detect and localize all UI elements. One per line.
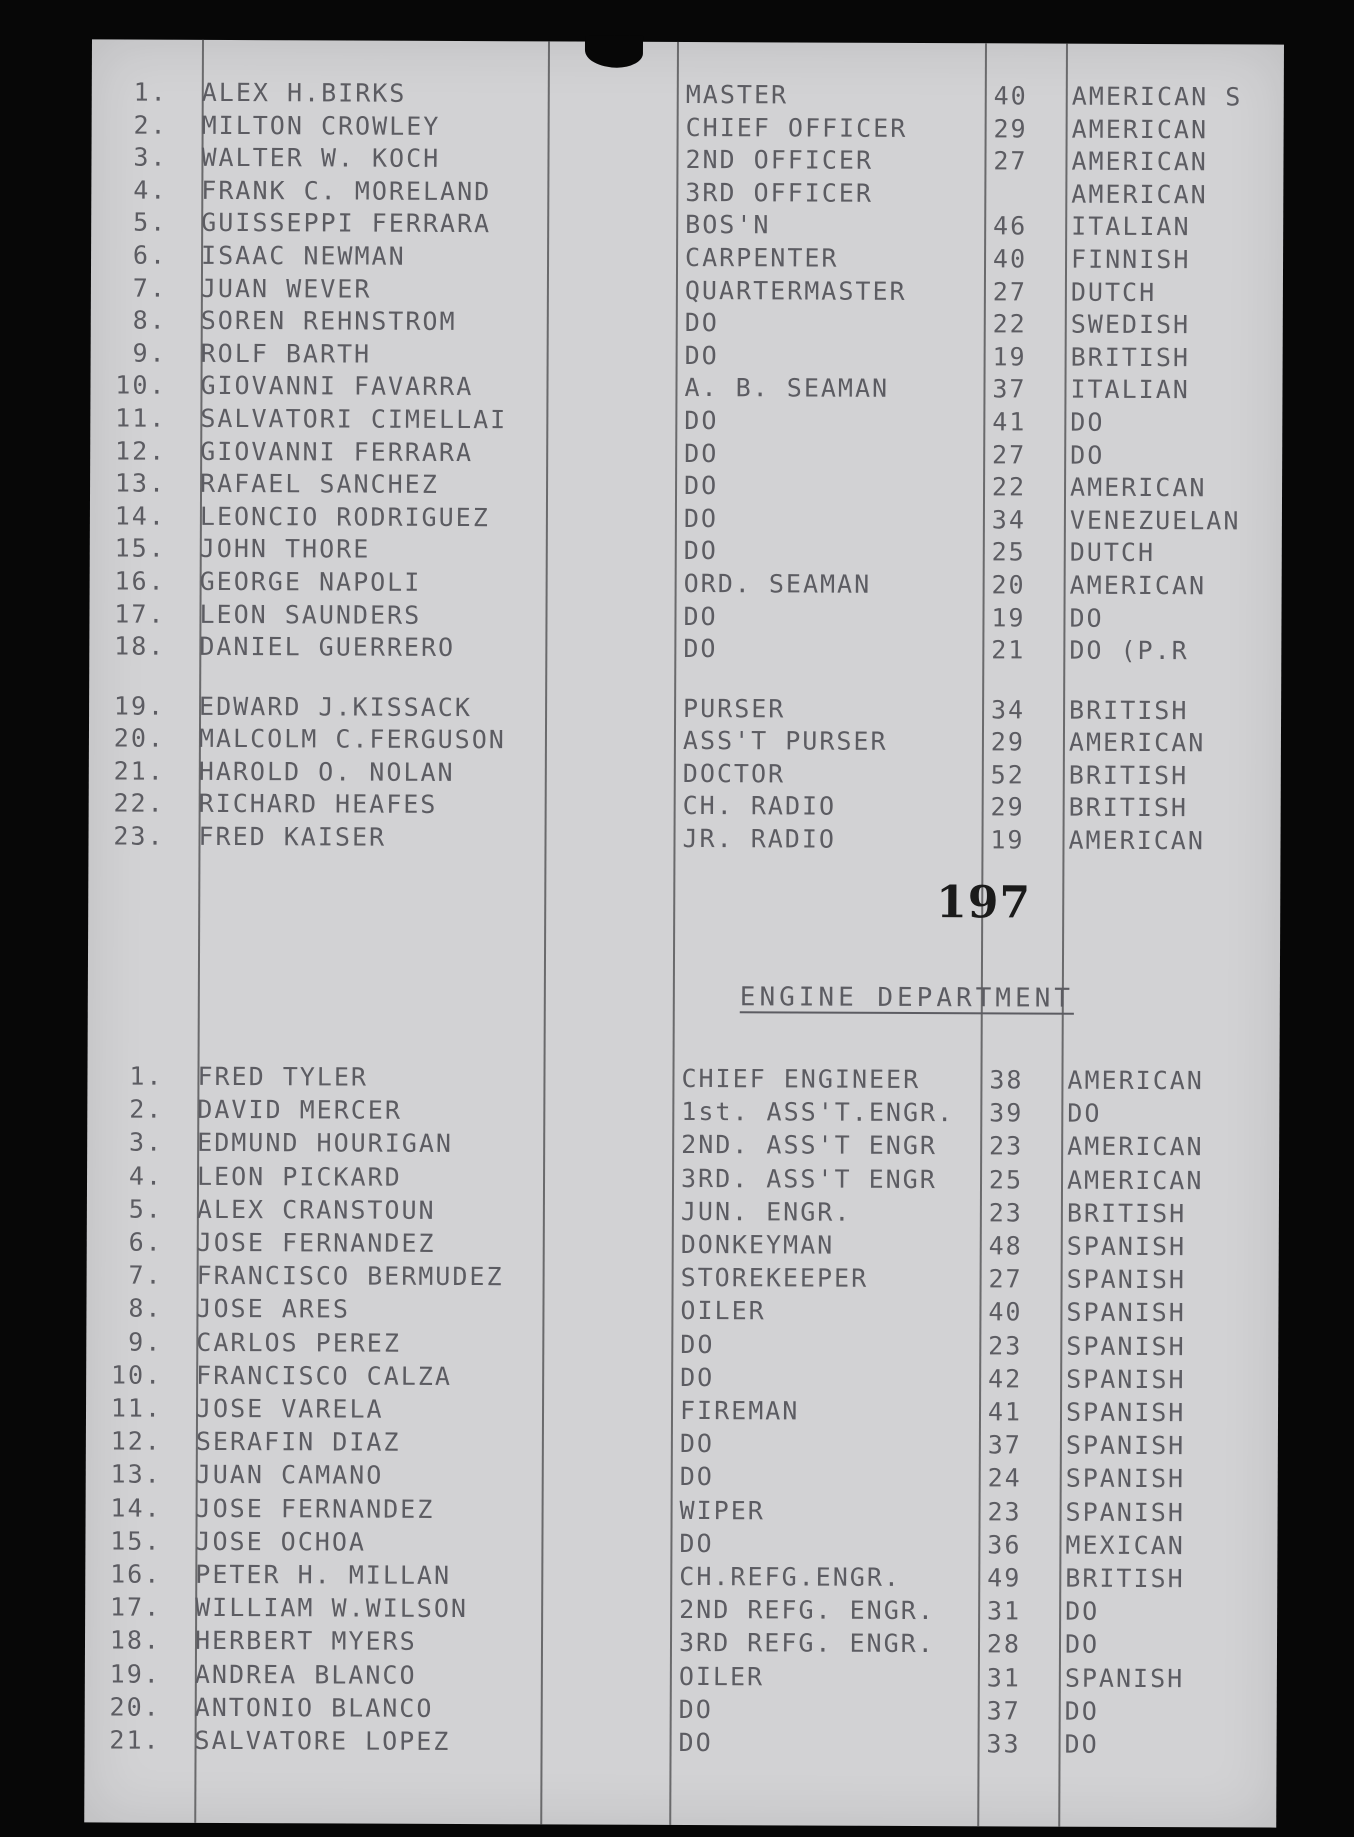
crew-name: RICHARD HEAFES bbox=[198, 789, 438, 820]
crew-rating: CH.REFG.ENGR. bbox=[679, 1561, 902, 1592]
crew-age: 37 bbox=[992, 374, 1027, 404]
crew-rating: DO bbox=[679, 1528, 714, 1558]
crew-row bbox=[89, 691, 1281, 728]
crew-list-page bbox=[84, 39, 1284, 1827]
crew-nationality: SPANISH bbox=[1065, 1397, 1186, 1428]
crew-age: 31 bbox=[986, 1596, 1022, 1626]
crew-nationality: SPANISH bbox=[1066, 1298, 1186, 1328]
crew-age: 29 bbox=[990, 727, 1026, 757]
crew-number: 17. bbox=[109, 1592, 162, 1622]
crew-rating: CH. RADIO bbox=[682, 791, 837, 821]
crew-age: 37 bbox=[987, 1430, 1022, 1460]
crew-age: 49 bbox=[987, 1563, 1022, 1593]
crew-row bbox=[86, 1427, 1278, 1464]
crew-row bbox=[87, 1227, 1279, 1264]
crew-number: 18. bbox=[109, 1625, 162, 1656]
crew-row bbox=[87, 1161, 1279, 1198]
crew-name: WALTER W. KOCH bbox=[201, 143, 441, 174]
crew-age: 23 bbox=[989, 1131, 1024, 1161]
crew-number: 4. bbox=[133, 175, 168, 205]
crew-number: 21. bbox=[113, 756, 165, 786]
crew-row bbox=[87, 1128, 1279, 1165]
crew-nationality: DO (P.R bbox=[1069, 635, 1189, 666]
crew-rating: DO bbox=[679, 1429, 715, 1459]
crew-rating: DO bbox=[678, 1727, 713, 1758]
crew-name: SALVATORE LOPEZ bbox=[194, 1725, 451, 1756]
crew-rating: 3RD OFFICER bbox=[685, 177, 873, 208]
crew-number: 12. bbox=[110, 1426, 162, 1456]
crew-nationality: AMERICAN bbox=[1071, 114, 1209, 144]
crew-row bbox=[85, 1626, 1277, 1663]
crew-number: 19. bbox=[109, 1659, 161, 1689]
crew-rating: ORD. SEAMAN bbox=[683, 568, 872, 599]
crew-row bbox=[91, 273, 1283, 310]
crew-row bbox=[90, 534, 1282, 571]
crew-number: 14. bbox=[110, 1493, 162, 1523]
crew-row bbox=[90, 501, 1282, 538]
crew-nationality: AMERICAN bbox=[1067, 1065, 1204, 1096]
crew-age: 22 bbox=[992, 309, 1027, 339]
crew-row bbox=[85, 1593, 1277, 1630]
crew-rating: DO bbox=[684, 405, 719, 436]
crew-name: JOSE FERNANDEZ bbox=[195, 1493, 435, 1524]
crew-age: 21 bbox=[991, 635, 1026, 665]
crew-row bbox=[87, 1061, 1279, 1098]
crew-age: 19 bbox=[992, 342, 1027, 372]
crew-row bbox=[87, 1095, 1279, 1132]
crew-number: 11. bbox=[115, 403, 167, 433]
crew-age: 39 bbox=[989, 1098, 1024, 1128]
crew-rating: DO bbox=[684, 308, 719, 338]
crew-nationality: DO bbox=[1069, 603, 1104, 633]
crew-rating: FIREMAN bbox=[679, 1395, 800, 1426]
crew-age: 36 bbox=[987, 1530, 1022, 1560]
crew-age: 41 bbox=[987, 1397, 1023, 1427]
crew-name: DAVID MERCER bbox=[197, 1095, 403, 1125]
crew-nationality: AMERICAN bbox=[1069, 570, 1207, 601]
crew-rating: DONKEYMAN bbox=[680, 1229, 835, 1260]
crew-row bbox=[85, 1692, 1277, 1729]
crew-nationality: DO bbox=[1067, 1098, 1102, 1129]
crew-nationality: MEXICAN bbox=[1065, 1530, 1185, 1560]
crew-nationality: AMERICAN bbox=[1068, 728, 1206, 758]
crew-row bbox=[91, 240, 1283, 277]
crew-number: 8. bbox=[128, 1293, 163, 1324]
crew-age: 29 bbox=[993, 113, 1028, 144]
crew-age: 25 bbox=[991, 537, 1026, 567]
crew-row bbox=[86, 1493, 1278, 1530]
crew-row bbox=[87, 1194, 1279, 1231]
crew-nationality: VENEZUELAN bbox=[1069, 505, 1241, 536]
crew-name: FRANCISCO BERMUDEZ bbox=[196, 1261, 504, 1292]
deck-crew-list bbox=[92, 39, 1284, 666]
crew-rating: DO bbox=[683, 601, 718, 631]
page-number-stamp: 197 bbox=[936, 877, 1032, 929]
crew-name: RAFAEL SANCHEZ bbox=[200, 469, 439, 500]
crew-row bbox=[85, 1659, 1277, 1696]
crew-age: 41 bbox=[992, 407, 1027, 437]
crew-row bbox=[89, 724, 1281, 761]
crew-age: 22 bbox=[991, 472, 1027, 502]
crew-number: 3. bbox=[133, 142, 168, 172]
crew-nationality: DUTCH bbox=[1070, 277, 1157, 307]
crew-nationality: AMERICAN bbox=[1071, 179, 1208, 210]
crew-nationality: SPANISH bbox=[1066, 1264, 1187, 1295]
crew-name: LEON PICKARD bbox=[196, 1161, 402, 1192]
crew-nationality: SPANISH bbox=[1066, 1231, 1187, 1262]
crew-name: FRED KAISER bbox=[198, 821, 387, 852]
crew-row bbox=[92, 110, 1284, 147]
crew-name: JOSE FERNANDEZ bbox=[196, 1227, 436, 1258]
crew-name: ALEX CRANSTOUN bbox=[196, 1194, 436, 1225]
crew-rating: STOREKEEPER bbox=[680, 1263, 869, 1293]
crew-rating: A. B. SEAMAN bbox=[684, 373, 890, 404]
crew-nationality: AMERICAN bbox=[1066, 1165, 1204, 1195]
crew-nationality: BRITISH bbox=[1065, 1563, 1185, 1594]
crew-age: 46 bbox=[993, 211, 1028, 241]
crew-number: 17. bbox=[114, 599, 166, 629]
crew-number: 16. bbox=[114, 566, 166, 596]
crew-number: 15. bbox=[110, 1526, 162, 1556]
crew-age: 19 bbox=[990, 824, 1025, 855]
crew-age: 28 bbox=[986, 1629, 1022, 1659]
crew-name: FRED TYLER bbox=[197, 1061, 369, 1092]
crew-name: JOSE OCHOA bbox=[195, 1526, 367, 1557]
crew-row bbox=[86, 1294, 1278, 1331]
crew-row bbox=[88, 821, 1280, 858]
crew-rating: DO bbox=[680, 1329, 715, 1359]
crew-name: JUAN WEVER bbox=[200, 273, 372, 304]
crew-nationality: BRITISH bbox=[1068, 760, 1189, 790]
crew-age: 29 bbox=[990, 792, 1025, 822]
crew-row bbox=[87, 1261, 1279, 1298]
crew-rating: 2ND. ASS'T ENGR bbox=[681, 1130, 938, 1161]
crew-name: JOHN THORE bbox=[199, 534, 371, 565]
crew-number: 22. bbox=[113, 788, 165, 818]
crew-name: MILTON CROWLEY bbox=[201, 110, 441, 141]
crew-nationality: AMERICAN bbox=[1069, 472, 1207, 503]
crew-name: PETER H. MILLAN bbox=[195, 1559, 452, 1590]
crew-number: 19. bbox=[113, 691, 166, 721]
crew-age: 19 bbox=[991, 602, 1026, 633]
crew-name: FRANCISCO CALZA bbox=[196, 1360, 453, 1391]
crew-row bbox=[91, 306, 1283, 343]
crew-name: ANTONIO BLANCO bbox=[194, 1692, 434, 1723]
crew-number: 3. bbox=[129, 1127, 164, 1158]
crew-name: SERAFIN DIAZ bbox=[195, 1427, 401, 1457]
crew-age: 24 bbox=[987, 1463, 1022, 1493]
crew-row bbox=[86, 1360, 1278, 1397]
crew-age: 20 bbox=[991, 570, 1026, 600]
crew-name: JOSE VARELA bbox=[195, 1393, 384, 1424]
crew-row bbox=[85, 1559, 1277, 1596]
crew-rating: DO bbox=[680, 1362, 715, 1392]
crew-rating: DOCTOR bbox=[682, 758, 786, 789]
crew-rating: CHIEF OFFICER bbox=[685, 112, 908, 143]
crew-name: LEONCIO RODRIGUEZ bbox=[199, 501, 490, 532]
crew-rating: ASS'T PURSER bbox=[682, 726, 888, 757]
crew-nationality: ITALIAN bbox=[1071, 212, 1191, 242]
crew-row bbox=[90, 566, 1282, 603]
crew-nationality: AMERICAN bbox=[1067, 1132, 1204, 1162]
crew-row bbox=[86, 1460, 1278, 1497]
crew-row bbox=[91, 175, 1283, 212]
crew-row bbox=[85, 1526, 1277, 1563]
crew-nationality: FINNISH bbox=[1070, 244, 1191, 275]
crew-name: ALEX H.BIRKS bbox=[201, 77, 407, 108]
crew-age: 52 bbox=[990, 760, 1025, 790]
crew-name: MALCOLM C.FERGUSON bbox=[198, 724, 506, 755]
crew-number: 2. bbox=[129, 1094, 164, 1124]
crew-nationality: SPANISH bbox=[1066, 1364, 1186, 1394]
crew-name: JOSE ARES bbox=[196, 1294, 350, 1324]
crew-age: 42 bbox=[987, 1364, 1023, 1394]
crew-name: GUISSEPPI FERRARA bbox=[201, 208, 492, 239]
crew-nationality: AMERICAN bbox=[1071, 146, 1208, 177]
crew-name: SOREN REHNSTROM bbox=[200, 306, 457, 337]
crew-rating: OILER bbox=[678, 1661, 765, 1691]
crew-number: 23. bbox=[113, 821, 165, 851]
crew-age: 40 bbox=[993, 81, 1028, 111]
crew-nationality: BRITISH bbox=[1069, 695, 1189, 726]
crew-age: 40 bbox=[992, 244, 1028, 274]
crew-rating: DO bbox=[683, 503, 719, 533]
crew-row bbox=[85, 1725, 1277, 1762]
engine-department-heading: ENGINE DEPARTMENT bbox=[739, 982, 1075, 1014]
crew-row bbox=[90, 371, 1282, 408]
crew-nationality: AMERICAN S bbox=[1071, 81, 1243, 112]
torn-corner bbox=[585, 36, 643, 68]
crew-rating: DO bbox=[678, 1694, 713, 1724]
crew-number: 20. bbox=[113, 723, 166, 754]
crew-row bbox=[91, 208, 1283, 245]
crew-number: 7. bbox=[132, 273, 167, 303]
crew-rating: DO bbox=[684, 471, 719, 501]
crew-nationality: DO bbox=[1064, 1630, 1100, 1660]
crew-nationality: DO bbox=[1064, 1729, 1099, 1759]
crew-number: 14. bbox=[114, 501, 166, 531]
crew-name: ANDREA BLANCO bbox=[194, 1659, 417, 1690]
crew-name: LEON SAUNDERS bbox=[199, 599, 422, 630]
crew-number: 13. bbox=[110, 1459, 162, 1490]
crew-nationality: BRITISH bbox=[1068, 792, 1189, 823]
crew-age: 25 bbox=[988, 1164, 1024, 1195]
crew-rating: 3RD. ASS'T ENGR bbox=[680, 1163, 937, 1194]
crew-name: DANIEL GUERRERO bbox=[199, 632, 456, 663]
crew-rating: 3RD REFG. ENGR. bbox=[678, 1628, 935, 1659]
crew-nationality: ITALIAN bbox=[1070, 375, 1190, 405]
crew-age: 34 bbox=[990, 695, 1026, 725]
crew-rating: 1st. ASS'T.ENGR. bbox=[681, 1097, 955, 1128]
crew-number: 12. bbox=[114, 436, 167, 466]
crew-rating: DO bbox=[679, 1462, 714, 1492]
crew-number: 15. bbox=[114, 533, 166, 564]
crew-name: FRANK C. MORELAND bbox=[201, 175, 492, 206]
crew-row bbox=[86, 1327, 1278, 1364]
crew-number: 1. bbox=[133, 77, 168, 107]
crew-rating: CHIEF ENGINEER bbox=[681, 1063, 921, 1095]
crew-number: 6. bbox=[128, 1227, 163, 1257]
crew-nationality: DO bbox=[1065, 1596, 1100, 1626]
crew-row bbox=[92, 77, 1284, 114]
crew-nationality: SPANISH bbox=[1065, 1464, 1186, 1494]
crew-age: 37 bbox=[986, 1696, 1021, 1726]
crew-age: 27 bbox=[992, 439, 1027, 470]
crew-name: HAROLD O. NOLAN bbox=[198, 756, 455, 787]
crew-nationality: SPANISH bbox=[1065, 1430, 1186, 1461]
crew-name: CARLOS PEREZ bbox=[196, 1327, 402, 1358]
crew-name: GEORGE NAPOLI bbox=[199, 566, 422, 597]
crew-number: 5. bbox=[133, 207, 168, 238]
crew-number: 18. bbox=[114, 631, 166, 661]
crew-rating: QUARTERMASTER bbox=[684, 275, 907, 306]
crew-number: 20. bbox=[109, 1692, 161, 1722]
crew-age: 34 bbox=[991, 505, 1026, 535]
crew-rating: CARPENTER bbox=[684, 242, 839, 273]
crew-number: 2. bbox=[133, 110, 168, 140]
crew-nationality: DO bbox=[1064, 1696, 1099, 1726]
crew-nationality: AMERICAN bbox=[1068, 825, 1206, 855]
crew-age: 23 bbox=[988, 1330, 1023, 1361]
crew-row bbox=[90, 436, 1282, 473]
crew-name: WILLIAM W.WILSON bbox=[195, 1593, 469, 1624]
crew-age: 33 bbox=[986, 1729, 1021, 1759]
crew-number: 13. bbox=[114, 468, 167, 498]
crew-row bbox=[89, 599, 1281, 636]
crew-row bbox=[86, 1393, 1278, 1430]
crew-rating: BOS'N bbox=[685, 210, 771, 240]
crew-age: 27 bbox=[988, 1264, 1023, 1294]
crew-row bbox=[89, 756, 1281, 793]
crew-rating: MASTER bbox=[685, 79, 789, 110]
crew-name: SALVATORI CIMELLAI bbox=[200, 403, 508, 435]
crew-age: 38 bbox=[989, 1065, 1024, 1095]
crew-name: GIOVANNI FAVARRA bbox=[200, 371, 474, 402]
crew-name: JUAN CAMANO bbox=[195, 1460, 384, 1491]
crew-rating: DO bbox=[684, 340, 719, 370]
crew-rating: 2ND REFG. ENGR. bbox=[679, 1595, 936, 1626]
crew-row bbox=[91, 143, 1283, 180]
crew-nationality: DUTCH bbox=[1069, 538, 1156, 568]
crew-age: 27 bbox=[993, 146, 1028, 176]
crew-rating: 2ND OFFICER bbox=[685, 145, 874, 175]
crew-age: 23 bbox=[988, 1198, 1023, 1228]
crew-row bbox=[91, 338, 1283, 375]
crew-number: 8. bbox=[132, 305, 167, 335]
crew-nationality: SPANISH bbox=[1066, 1331, 1186, 1361]
crew-number: 9. bbox=[132, 338, 167, 368]
crew-rating: OILER bbox=[680, 1296, 766, 1326]
crew-name: ISAAC NEWMAN bbox=[201, 240, 406, 271]
crew-nationality: DO bbox=[1070, 440, 1105, 470]
crew-number: 11. bbox=[110, 1393, 163, 1423]
crew-nationality: DO bbox=[1070, 407, 1105, 437]
crew-rating: DO bbox=[684, 438, 719, 468]
crew-number: 1. bbox=[129, 1061, 164, 1091]
crew-number: 7. bbox=[128, 1260, 163, 1290]
crew-name: HERBERT MYERS bbox=[194, 1626, 417, 1657]
crew-rating: WIPER bbox=[679, 1495, 765, 1525]
crew-age: 31 bbox=[986, 1662, 1021, 1693]
crew-age: 40 bbox=[988, 1297, 1023, 1327]
crew-number: 4. bbox=[128, 1161, 164, 1191]
crew-name: GIOVANNI FERRARA bbox=[200, 436, 474, 467]
crew-name: EDWARD J.KISSACK bbox=[199, 691, 472, 723]
crew-name: ROLF BARTH bbox=[200, 338, 372, 369]
crew-nationality: SWEDISH bbox=[1070, 309, 1191, 340]
crew-age: 23 bbox=[987, 1496, 1022, 1527]
crew-rating: JR. RADIO bbox=[682, 823, 837, 854]
crew-number: 6. bbox=[132, 240, 168, 270]
crew-nationality: BRITISH bbox=[1070, 342, 1191, 372]
crew-nationality: SPANISH bbox=[1065, 1497, 1186, 1527]
crew-number: 10. bbox=[110, 1360, 163, 1390]
crew-nationality: SPANISH bbox=[1064, 1663, 1185, 1693]
crew-number: 10. bbox=[115, 370, 167, 401]
crew-rating: DO bbox=[683, 536, 718, 566]
crew-age: 27 bbox=[992, 276, 1027, 307]
crew-age: 48 bbox=[988, 1231, 1023, 1261]
crew-number: 9. bbox=[128, 1327, 163, 1357]
crew-number: 5. bbox=[128, 1194, 163, 1224]
crew-rating: DO bbox=[683, 634, 718, 664]
crew-number: 16. bbox=[110, 1559, 162, 1589]
crew-row bbox=[90, 469, 1282, 506]
crew-rating: JUN. ENGR. bbox=[680, 1196, 852, 1227]
crew-name: EDMUND HOURIGAN bbox=[197, 1128, 454, 1159]
crew-row bbox=[89, 789, 1281, 826]
crew-row bbox=[90, 403, 1282, 440]
crew-rating: PURSER bbox=[683, 693, 786, 724]
crew-number: 21. bbox=[109, 1725, 161, 1755]
crew-nationality: BRITISH bbox=[1066, 1198, 1187, 1228]
crew-row bbox=[89, 632, 1281, 669]
